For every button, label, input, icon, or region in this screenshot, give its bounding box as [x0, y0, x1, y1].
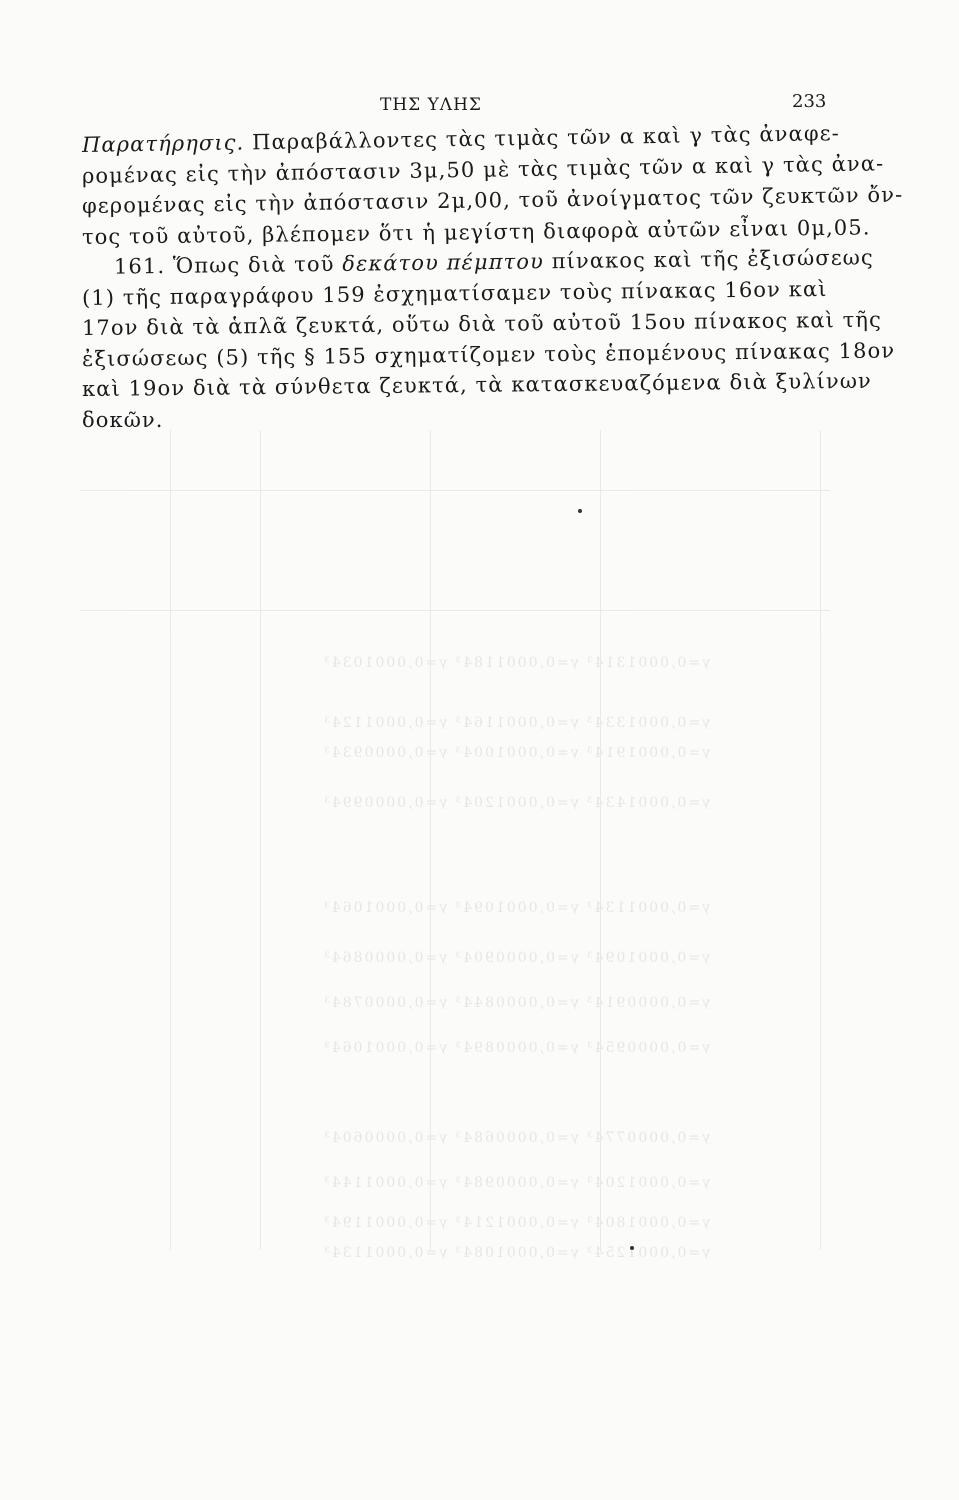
text-line: (1) τῆς παραγράφου 159 ἐσχηματίσαμεν τοὺς πίνακας 16ον καὶ [81, 276, 828, 310]
text-run: πίνακος καὶ τῆς ἐξισώσεως [543, 245, 874, 274]
text-line: καὶ 19ον διὰ τὰ σύνθετα ζευκτά, τὰ κατασκευαζόμενα διὰ ξυλίνων [81, 368, 872, 401]
bleed-column-rule [600, 430, 601, 1250]
bleed-row: y=0,0000914³ y=0,0000844³ y=0,0000784³ [322, 995, 710, 1009]
text-line: 17ον διὰ τὰ ἁπλᾶ ζευκτά, οὕτω διὰ τοῦ αὐτοῦ 15ου πίνακος καὶ τῆς [81, 307, 883, 340]
bleed-row: y=0,0001914³ y=0,0001004³ y=0,0000934³ [322, 745, 710, 759]
body-text [81, 121, 904, 435]
text-line: δοκῶν. [82, 407, 164, 432]
bleed-row: y=0,0000954³ y=0,0000894³ y=0,0001064³ [322, 1040, 710, 1054]
bleed-row: y=0,0001254³ y=0,0001084³ y=0,0001134³ [322, 1245, 710, 1259]
text-line: φερομένας εἰς τὴν ἀπόστασιν 2μ,00, τοῦ ἀνοίγματος τῶν ζευκτῶν ὄν- [81, 182, 904, 218]
bleed-row-rule [80, 610, 830, 611]
page-header [0, 91, 959, 117]
bleed-row: y=0,0001804³ y=0,0001214³ y=0,0001194³ [322, 1215, 710, 1229]
bleed-column-rule [170, 430, 171, 1250]
text-line: τος τοῦ αὐτοῦ, βλέπομεν ὅτι ἡ μεγίστη διαφορὰ αὐτῶν εἶναι 0μ,05. [81, 214, 871, 249]
ink-speck [578, 509, 582, 513]
section-number: 161. [113, 253, 166, 279]
text-line: ἐξισώσεως (5) τῆς § 155 σχηματίζομεν τοὺς ἑπομένους πίνακας 18ον [81, 337, 896, 371]
page-number: 233 [792, 91, 827, 112]
bleed-column-rule [430, 430, 431, 1250]
bleed-row-rule [80, 490, 830, 491]
bleed-column-rule [820, 430, 821, 1250]
text-run-italic: δεκάτου πέμπτου [342, 249, 545, 276]
text-run: Ὅπως διὰ τοῦ [165, 251, 343, 278]
bleed-column-rule [260, 430, 261, 1250]
bleed-row: y=0,0001314³ y=0,0001184³ y=0,0001034³ [322, 655, 710, 669]
bleed-row: y=0,0000774³ y=0,0000684³ y=0,0000604³ [322, 1130, 710, 1144]
ink-speck [630, 1246, 634, 1250]
bleed-through-table [80, 430, 830, 1259]
bleed-row: y=0,0001094³ y=0,0000904³ y=0,0000864³ [322, 950, 710, 964]
running-title: ΤΗΣ ΥΛΗΣ [380, 95, 482, 115]
bleed-row: y=0,0001134³ y=0,0001094³ y=0,0001064³ [322, 900, 710, 914]
bleed-row: y=0,0001434³ y=0,0001204³ y=0,0000994³ [322, 795, 710, 809]
text-run: Παραβάλλοντες τὰς τιμὰς τῶν α καὶ γ τὰς ἀναφε- [244, 121, 841, 155]
text-line: ρομένας εἰς τὴν ἀπόστασιν 3μ,50 μὲ τὰς τιμὰς τῶν α καὶ γ τὰς ἀνα- [81, 150, 885, 188]
bleed-row: y=0,0001204³ y=0,0000984³ y=0,0001144³ [322, 1175, 710, 1189]
bleed-row: y=0,0001334³ y=0,0001164³ y=0,0001124³ [322, 715, 710, 729]
remark-heading: Παρατήρησις. [81, 130, 245, 157]
